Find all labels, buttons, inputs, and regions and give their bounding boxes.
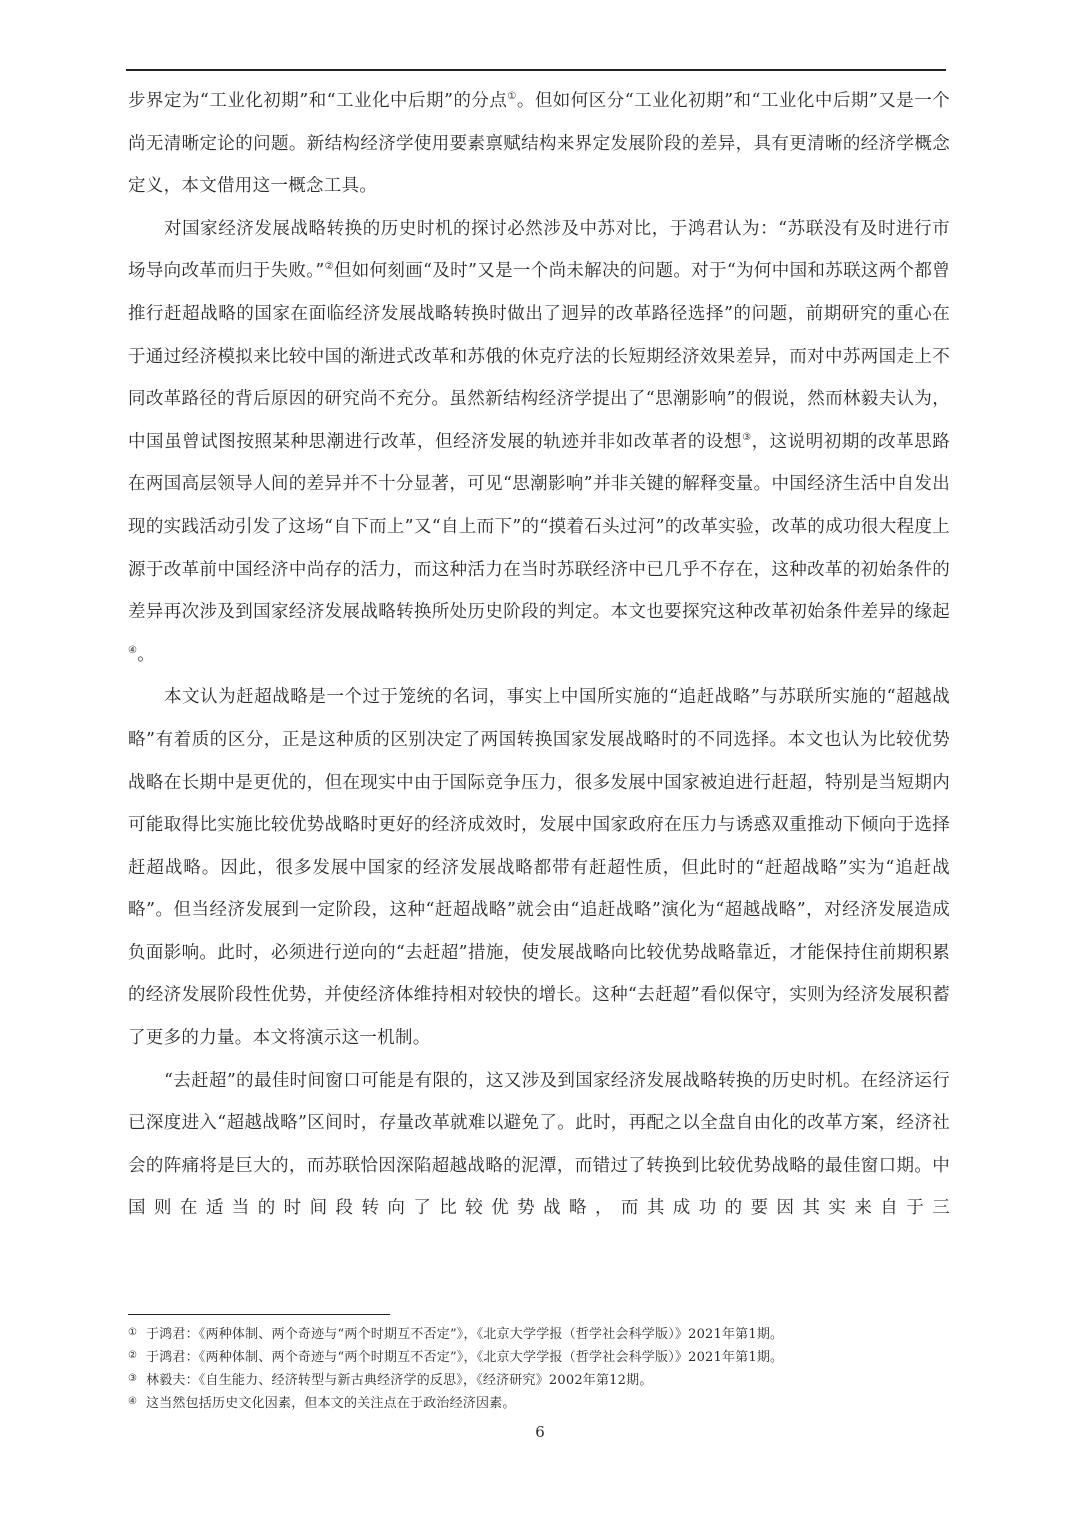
footnote-mark: ①: [128, 1327, 138, 1338]
footnote-text: 于鸿君：《两种体制、两个奇迹与“两个时期互不否定”》，《北京大学学报（哲学社会科学版）》2021年第1期。: [146, 1350, 784, 1365]
body-text: [128, 80, 950, 1230]
paragraph-text: 本文认为赶超战略是一个过于笼统的名词，事实上中国所实施的“追赶战略”与苏联所实施的“超越战略”有着质的区分，正是这种质的区别决定了两国转换国家发展战略时的不同选择。本文也认为比较优势战略在长期中是更优的，但在现实中由于国际竞争压力，很多发展中国家被迫进行赶超，特别是当短期内可能取得比实施比较优势战略时更好的经济成效时，发展中国家政府在压力与诱惑双重推动下倾向于选择赶超战略。因此，很多发展中国家的经济发展战略都带有赶超性质，但此时的“赶超战略”实为“追赶战略”。但当经济发展到一定阶段，这种“赶超战略”就会由“追赶战略”演化为“超越战略”，对经济发展造成负面影响。此时，必须进行逆向的“去赶超”措施，使发展战略向比较优势战略靠近，才能保持住前期积累的经济发展阶段性优势，并使经济体维持相对较快的增长。这种“去赶超”看似保守，实则为经济发展积蓄了更多的力量。本文将演示这一机制。: [128, 687, 950, 1049]
footnote-text: 这当然包括历史文化因素，但本文的关注点在于政治经济因素。: [146, 1396, 516, 1411]
paragraph-text: ，这说明初期的改革思路在两国高层领导人间的差异并不十分显著，可见“思潮影响”并非关键的解释变量。中国经济生活中自发出现的实践活动引发了这场“自下而上”又“自上而下”的“摸着石头过河”的改革实验，改革的成功很大程度上源于改革前中国经济中尚存的活力，而这种活力在当时苏联经济中已几乎不存在，这种改革的初始条件的差异再次涉及到国家经济发展战略转换所处历史阶段的判定。本文也要探究这种改革初始条件差异的缘起: [128, 431, 950, 623]
footnote-separator: [128, 1314, 390, 1315]
footnote: [128, 1322, 950, 1345]
footnote: [128, 1368, 950, 1391]
footnote-reference[interactable]: ①: [507, 91, 517, 102]
footnote-mark: ③: [128, 1373, 138, 1384]
footnote-reference[interactable]: ②: [324, 261, 334, 273]
footnote-text: 林毅夫：《自生能力、经济转型与新古典经济学的反思》，《经济研究》2002年第12期。: [146, 1373, 653, 1388]
footnote: [128, 1345, 950, 1368]
footnote: [128, 1391, 950, 1414]
footnotes: [128, 1322, 950, 1414]
footnote-text: 于鸿君：《两种体制、两个奇迹与“两个时期互不否定”》，《北京大学学报（哲学社会科学版）》2021年第1期。: [146, 1327, 784, 1342]
body-paragraph: [128, 80, 950, 208]
paragraph-text: 对国家经济发展战略转换的历史时机的探讨必然涉及中苏对比，于鸿君认为：“苏联没有及时进行市场导向改革而归于失败。”: [128, 218, 950, 282]
paragraph-text: 。: [137, 644, 156, 665]
footnote-reference[interactable]: ④: [128, 644, 138, 656]
header-rule: [126, 69, 946, 71]
body-paragraph: [128, 208, 950, 677]
body-paragraph: [128, 676, 950, 1059]
page-number: 6: [535, 1423, 545, 1441]
paragraph-text: “去赶超”的最佳时间窗口可能是有限的，这又涉及到国家经济发展战略转换的历史时机。在经济运行已深度进入“超越战略”区间时，存量改革就难以避免了。此时，再配之以全盘自由化的改革方案，经济社会的阵痛将是巨大的，而苏联恰因深陷超越战略的泥潭，而错过了转换到比较优势战略的最佳窗口期。中国则在适当的时间段转向了比较优势战略，而其成功的要因其实来自于三: [128, 1070, 950, 1219]
paragraph-text: 。但如何区分“工业化初期”和“工业化中后期”又是一个尚无清晰定论的问题。新结构经济学使用要素禀赋结构来界定发展阶段的差异，具有更清晰的经济学概念定义，本文借用这一概念工具。: [128, 91, 950, 197]
paragraph-text: 但如何刻画“及时”又是一个尚未解决的问题。对于“为何中国和苏联这两个都曾推行赶超战略的国家在面临经济发展战略转换时做出了迥异的改革路径选择”的问题，前期研究的重心在于通过经济模拟来比较中国的渐进式改革和苏俄的休克疗法的长短期经济效果差异，而对中苏两国走上不同改革路径的背后原因的研究尚不充分。虽然新结构经济学提出了“思潮影响”的假说，然而林毅夫认为，中国虽曾试图按照某种思潮进行改革，但经济发展的轨迹并非如改革者的设想: [128, 261, 951, 452]
body-paragraph: [128, 1060, 950, 1230]
footnote-mark: ②: [128, 1350, 138, 1361]
footnote-mark: ④: [128, 1396, 138, 1407]
paragraph-text: 步界定为“工业化初期”和“工业化中后期”的分点: [128, 91, 508, 111]
footnote-reference[interactable]: ③: [742, 431, 752, 443]
